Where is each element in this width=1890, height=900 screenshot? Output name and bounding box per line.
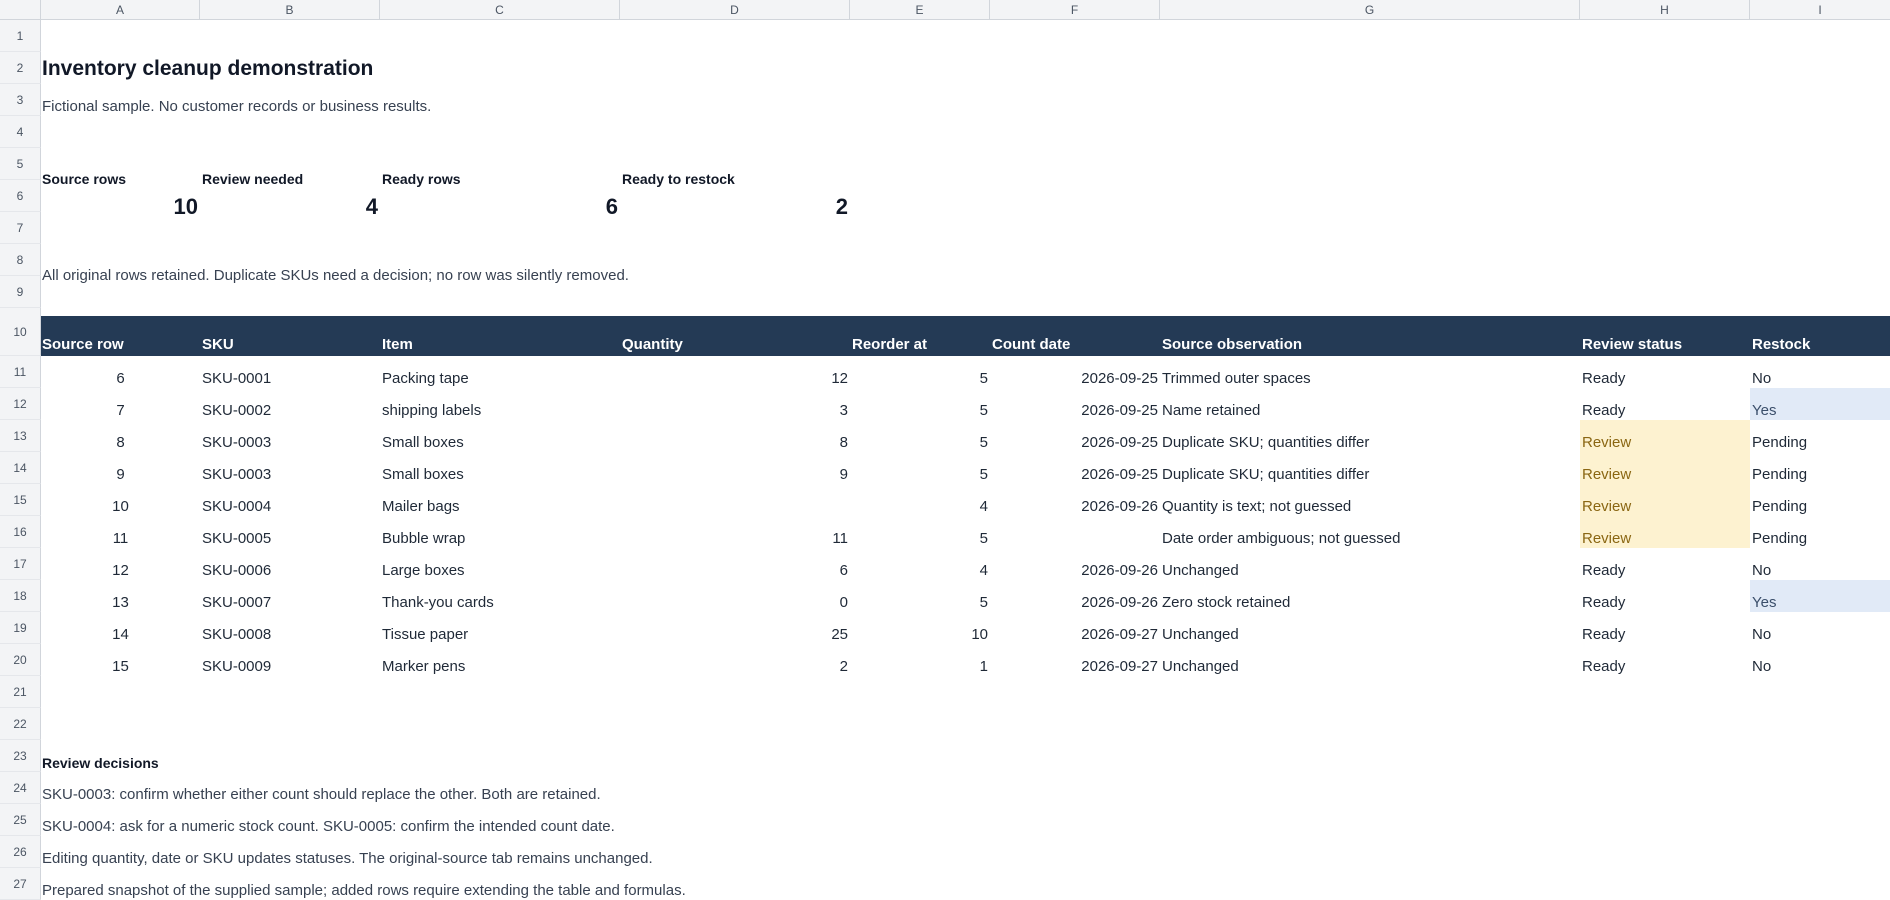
row-header-20[interactable]: 20 — [0, 644, 41, 676]
row-header-7[interactable]: 7 — [0, 212, 41, 244]
header-source-observation[interactable]: Source observation — [1162, 336, 1303, 353]
table-cell-observation[interactable]: Date order ambiguous; not guessed — [1162, 530, 1401, 547]
kpi-source-rows-value[interactable]: 10 — [173, 194, 198, 219]
header-restock[interactable]: Restock — [1752, 336, 1811, 353]
table-cell-observation[interactable]: Zero stock retained — [1162, 594, 1291, 611]
header-sku[interactable]: SKU — [202, 336, 234, 353]
table-cell-restock[interactable]: No — [1752, 370, 1772, 387]
header-count-date[interactable]: Count date — [992, 336, 1071, 353]
row-header-2[interactable]: 2 — [0, 52, 41, 84]
kpi-review-needed-label[interactable]: Review needed — [202, 171, 304, 187]
table-cell-observation[interactable]: Duplicate SKU; quantities differ — [1162, 434, 1370, 451]
table-cell-restock[interactable]: No — [1752, 658, 1772, 675]
table-cell-sku[interactable]: SKU-0002 — [202, 402, 272, 419]
table-cell-reorder-at[interactable]: 5 — [979, 434, 988, 451]
table-cell-quantity[interactable]: 25 — [831, 626, 848, 643]
row-header-10[interactable]: 10 — [0, 308, 41, 356]
header-reorder-at[interactable]: Reorder at — [852, 336, 928, 353]
table-cell-restock[interactable]: Pending — [1752, 498, 1808, 515]
table-cell-reorder-at[interactable]: 1 — [979, 658, 988, 675]
review-decisions-heading[interactable]: Review decisions — [42, 755, 159, 771]
table-cell-item[interactable]: Thank-you cards — [382, 594, 494, 611]
row-header-21[interactable]: 21 — [0, 676, 41, 708]
row-header-17[interactable]: 17 — [0, 548, 41, 580]
select-all-corner[interactable] — [0, 0, 41, 20]
table-cell-reorder-at[interactable]: 10 — [971, 626, 988, 643]
table-cell-count-date[interactable]: 2026-09-25 — [1081, 402, 1158, 419]
table-cell-sku[interactable]: SKU-0006 — [202, 562, 272, 579]
row-header-26[interactable]: 26 — [0, 836, 41, 868]
kpi-ready-rows-label[interactable]: Ready rows — [382, 171, 461, 187]
table-cell-sku[interactable]: SKU-0001 — [202, 370, 272, 387]
table-cell-status[interactable]: Review — [1582, 530, 1632, 547]
column-header-i[interactable]: I — [1818, 3, 1822, 17]
row-header-27[interactable]: 27 — [0, 868, 41, 900]
kpi-ready-rows-value[interactable]: 6 — [605, 194, 618, 219]
table-cell-reorder-at[interactable]: 5 — [979, 370, 988, 387]
table-cell-quantity[interactable]: 9 — [839, 466, 848, 483]
table-cell-reorder-at[interactable]: 4 — [979, 498, 988, 515]
table-cell-sku[interactable]: SKU-0003 — [202, 434, 272, 451]
table-cell-count-date[interactable]: 2026-09-26 — [1081, 594, 1158, 611]
row-header-1[interactable]: 1 — [0, 20, 41, 52]
table-cell-source-row[interactable]: 8 — [116, 434, 125, 451]
kpi-review-needed-value[interactable]: 4 — [365, 194, 378, 219]
table-cell-reorder-at[interactable]: 4 — [979, 562, 988, 579]
row-header-12[interactable]: 12 — [0, 388, 41, 420]
kpi-ready-to-restock-value[interactable]: 2 — [835, 194, 848, 219]
table-cell-observation[interactable]: Name retained — [1162, 402, 1261, 419]
row-header-9[interactable]: 9 — [0, 276, 41, 308]
table-cell-source-row[interactable]: 12 — [112, 562, 129, 579]
row-header-25[interactable]: 25 — [0, 804, 41, 836]
table-cell-observation[interactable]: Unchanged — [1162, 562, 1239, 579]
row-header-22[interactable]: 22 — [0, 708, 41, 740]
table-cell-item[interactable]: Small boxes — [382, 434, 464, 451]
row-header-11[interactable]: 11 — [0, 356, 41, 388]
row-header-3[interactable]: 3 — [0, 84, 41, 116]
table-cell-item[interactable]: Large boxes — [382, 562, 465, 579]
header-item[interactable]: Item — [382, 336, 413, 353]
table-cell-source-row[interactable]: 6 — [116, 370, 125, 387]
table-cell-quantity[interactable]: 11 — [832, 530, 848, 547]
table-cell-status[interactable]: Ready — [1582, 402, 1626, 419]
table-cell-source-row[interactable]: 9 — [116, 466, 125, 483]
table-cell-status[interactable]: Ready — [1582, 562, 1626, 579]
table-cell-status[interactable]: Ready — [1582, 626, 1626, 643]
table-cell-status[interactable]: Review — [1582, 498, 1632, 515]
row-header-14[interactable]: 14 — [0, 452, 41, 484]
table-cell-status[interactable]: Ready — [1582, 370, 1626, 387]
table-cell-quantity[interactable]: 2 — [839, 658, 848, 675]
table-cell-quantity[interactable]: 8 — [839, 434, 848, 451]
table-cell-source-row[interactable]: 11 — [112, 530, 129, 547]
sheet-subtitle[interactable]: Fictional sample. No customer records or business results. — [42, 98, 432, 115]
table-cell-count-date[interactable]: 2026-09-27 — [1081, 658, 1158, 675]
header-review-status[interactable]: Review status — [1582, 336, 1683, 353]
column-header-b[interactable]: B — [200, 0, 380, 20]
table-cell-status[interactable]: Ready — [1582, 658, 1626, 675]
table-cell-source-row[interactable]: 14 — [112, 626, 129, 643]
header-source-row[interactable]: Source row — [42, 336, 124, 353]
row-header-15[interactable]: 15 — [0, 484, 41, 516]
table-cell-restock[interactable]: Pending — [1752, 466, 1808, 483]
sheet-title[interactable]: Inventory cleanup demonstration — [42, 57, 374, 80]
row-header-24[interactable]: 24 — [0, 772, 41, 804]
row-header-4[interactable]: 4 — [0, 116, 41, 148]
column-header-d[interactable]: D — [620, 0, 850, 20]
table-cell-status[interactable]: Ready — [1582, 594, 1626, 611]
table-cell-status[interactable]: Review — [1582, 434, 1632, 451]
table-cell-reorder-at[interactable]: 5 — [979, 594, 988, 611]
table-cell-restock[interactable]: No — [1752, 562, 1772, 579]
table-cell-observation[interactable]: Unchanged — [1162, 658, 1239, 675]
table-cell-count-date[interactable]: 2026-09-26 — [1081, 562, 1158, 579]
table-cell-source-row[interactable]: 10 — [112, 498, 129, 515]
table-cell-sku[interactable]: SKU-0007 — [202, 594, 272, 611]
table-cell-quantity[interactable]: 3 — [839, 402, 848, 419]
table-cell-restock[interactable]: Pending — [1752, 530, 1808, 547]
table-cell-source-row[interactable]: 13 — [112, 594, 129, 611]
table-cell-quantity[interactable]: 6 — [839, 562, 848, 579]
column-header-g[interactable]: G — [1160, 0, 1580, 20]
table-cell-reorder-at[interactable]: 5 — [979, 466, 988, 483]
table-cell-count-date[interactable]: 2026-09-26 — [1081, 498, 1158, 515]
row-header-6[interactable]: 6 — [0, 180, 41, 212]
kpi-ready-to-restock-label[interactable]: Ready to restock — [622, 171, 735, 187]
row-header-8[interactable]: 8 — [0, 244, 41, 276]
kpi-source-rows-label[interactable]: Source rows — [42, 171, 127, 187]
row-header-23[interactable]: 23 — [0, 740, 41, 772]
header-quantity[interactable]: Quantity — [622, 336, 683, 353]
table-cell-observation[interactable]: Unchanged — [1162, 626, 1239, 643]
table-cell-status[interactable]: Review — [1582, 466, 1632, 483]
table-cell-restock[interactable]: Pending — [1752, 434, 1808, 451]
table-cell-count-date[interactable]: 2026-09-25 — [1081, 466, 1158, 483]
table-cell-sku[interactable]: SKU-0009 — [202, 658, 272, 675]
table-cell-quantity[interactable]: 12 — [831, 370, 848, 387]
table-cell-reorder-at[interactable]: 5 — [979, 530, 988, 547]
table-cell-reorder-at[interactable]: 5 — [979, 402, 988, 419]
table-cell-count-date[interactable]: 2026-09-27 — [1081, 626, 1158, 643]
table-cell-item[interactable]: Bubble wrap — [382, 530, 466, 547]
table-cell-count-date[interactable]: 2026-09-25 — [1081, 370, 1158, 387]
table-cell-sku[interactable]: SKU-0008 — [202, 626, 272, 643]
table-cell-restock[interactable]: Yes — [1752, 594, 1777, 611]
column-header-f[interactable]: F — [990, 0, 1160, 20]
table-cell-item[interactable]: Packing tape — [382, 370, 469, 387]
table-cell-sku[interactable]: SKU-0003 — [202, 466, 272, 483]
column-header-e[interactable]: E — [850, 0, 990, 20]
table-cell-count-date[interactable]: 2026-09-25 — [1081, 434, 1158, 451]
review-decision-line[interactable]: Editing quantity, date or SKU updates statuses. The original-source tab remains unchanged. — [42, 850, 653, 867]
review-decision-line[interactable]: Prepared snapshot of the supplied sample; added rows require extending the table and formulas. — [42, 882, 686, 899]
row-header-5[interactable]: 5 — [0, 148, 41, 180]
review-decision-line[interactable]: SKU-0004: ask for a numeric stock count. SKU-0005: confirm the intended count date. — [42, 818, 615, 835]
retention-note[interactable]: All original rows retained. Duplicate SKUs need a decision; no row was silently removed. — [42, 267, 629, 284]
table-cell-restock[interactable]: Yes — [1752, 402, 1777, 419]
table-cell-item[interactable]: Mailer bags — [382, 498, 460, 515]
table-cell-item[interactable]: Tissue paper — [382, 626, 469, 643]
column-header-a[interactable]: A — [41, 0, 200, 20]
table-cell-sku[interactable]: SKU-0005 — [202, 530, 272, 547]
table-cell-quantity[interactable]: 0 — [839, 594, 848, 611]
table-cell-source-row[interactable]: 15 — [112, 658, 129, 675]
column-header-h[interactable]: H — [1580, 0, 1750, 20]
table-cell-sku[interactable]: SKU-0004 — [202, 498, 272, 515]
row-header-13[interactable]: 13 — [0, 420, 41, 452]
table-cell-observation[interactable]: Trimmed outer spaces — [1162, 370, 1311, 387]
table-cell-restock[interactable]: No — [1752, 626, 1772, 643]
table-cell-item[interactable]: Marker pens — [382, 658, 466, 675]
review-decision-line[interactable]: SKU-0003: confirm whether either count should replace the other. Both are retained. — [42, 786, 601, 803]
row-header-18[interactable]: 18 — [0, 580, 41, 612]
column-header-c[interactable]: C — [380, 0, 620, 20]
table-cell-item[interactable]: shipping labels — [382, 402, 482, 419]
table-cell-observation[interactable]: Duplicate SKU; quantities differ — [1162, 466, 1370, 483]
table-cell-item[interactable]: Small boxes — [382, 466, 464, 483]
row-header-16[interactable]: 16 — [0, 516, 41, 548]
table-cell-observation[interactable]: Quantity is text; not guessed — [1162, 498, 1352, 515]
row-header-19[interactable]: 19 — [0, 612, 41, 644]
table-cell-source-row[interactable]: 7 — [116, 402, 125, 419]
